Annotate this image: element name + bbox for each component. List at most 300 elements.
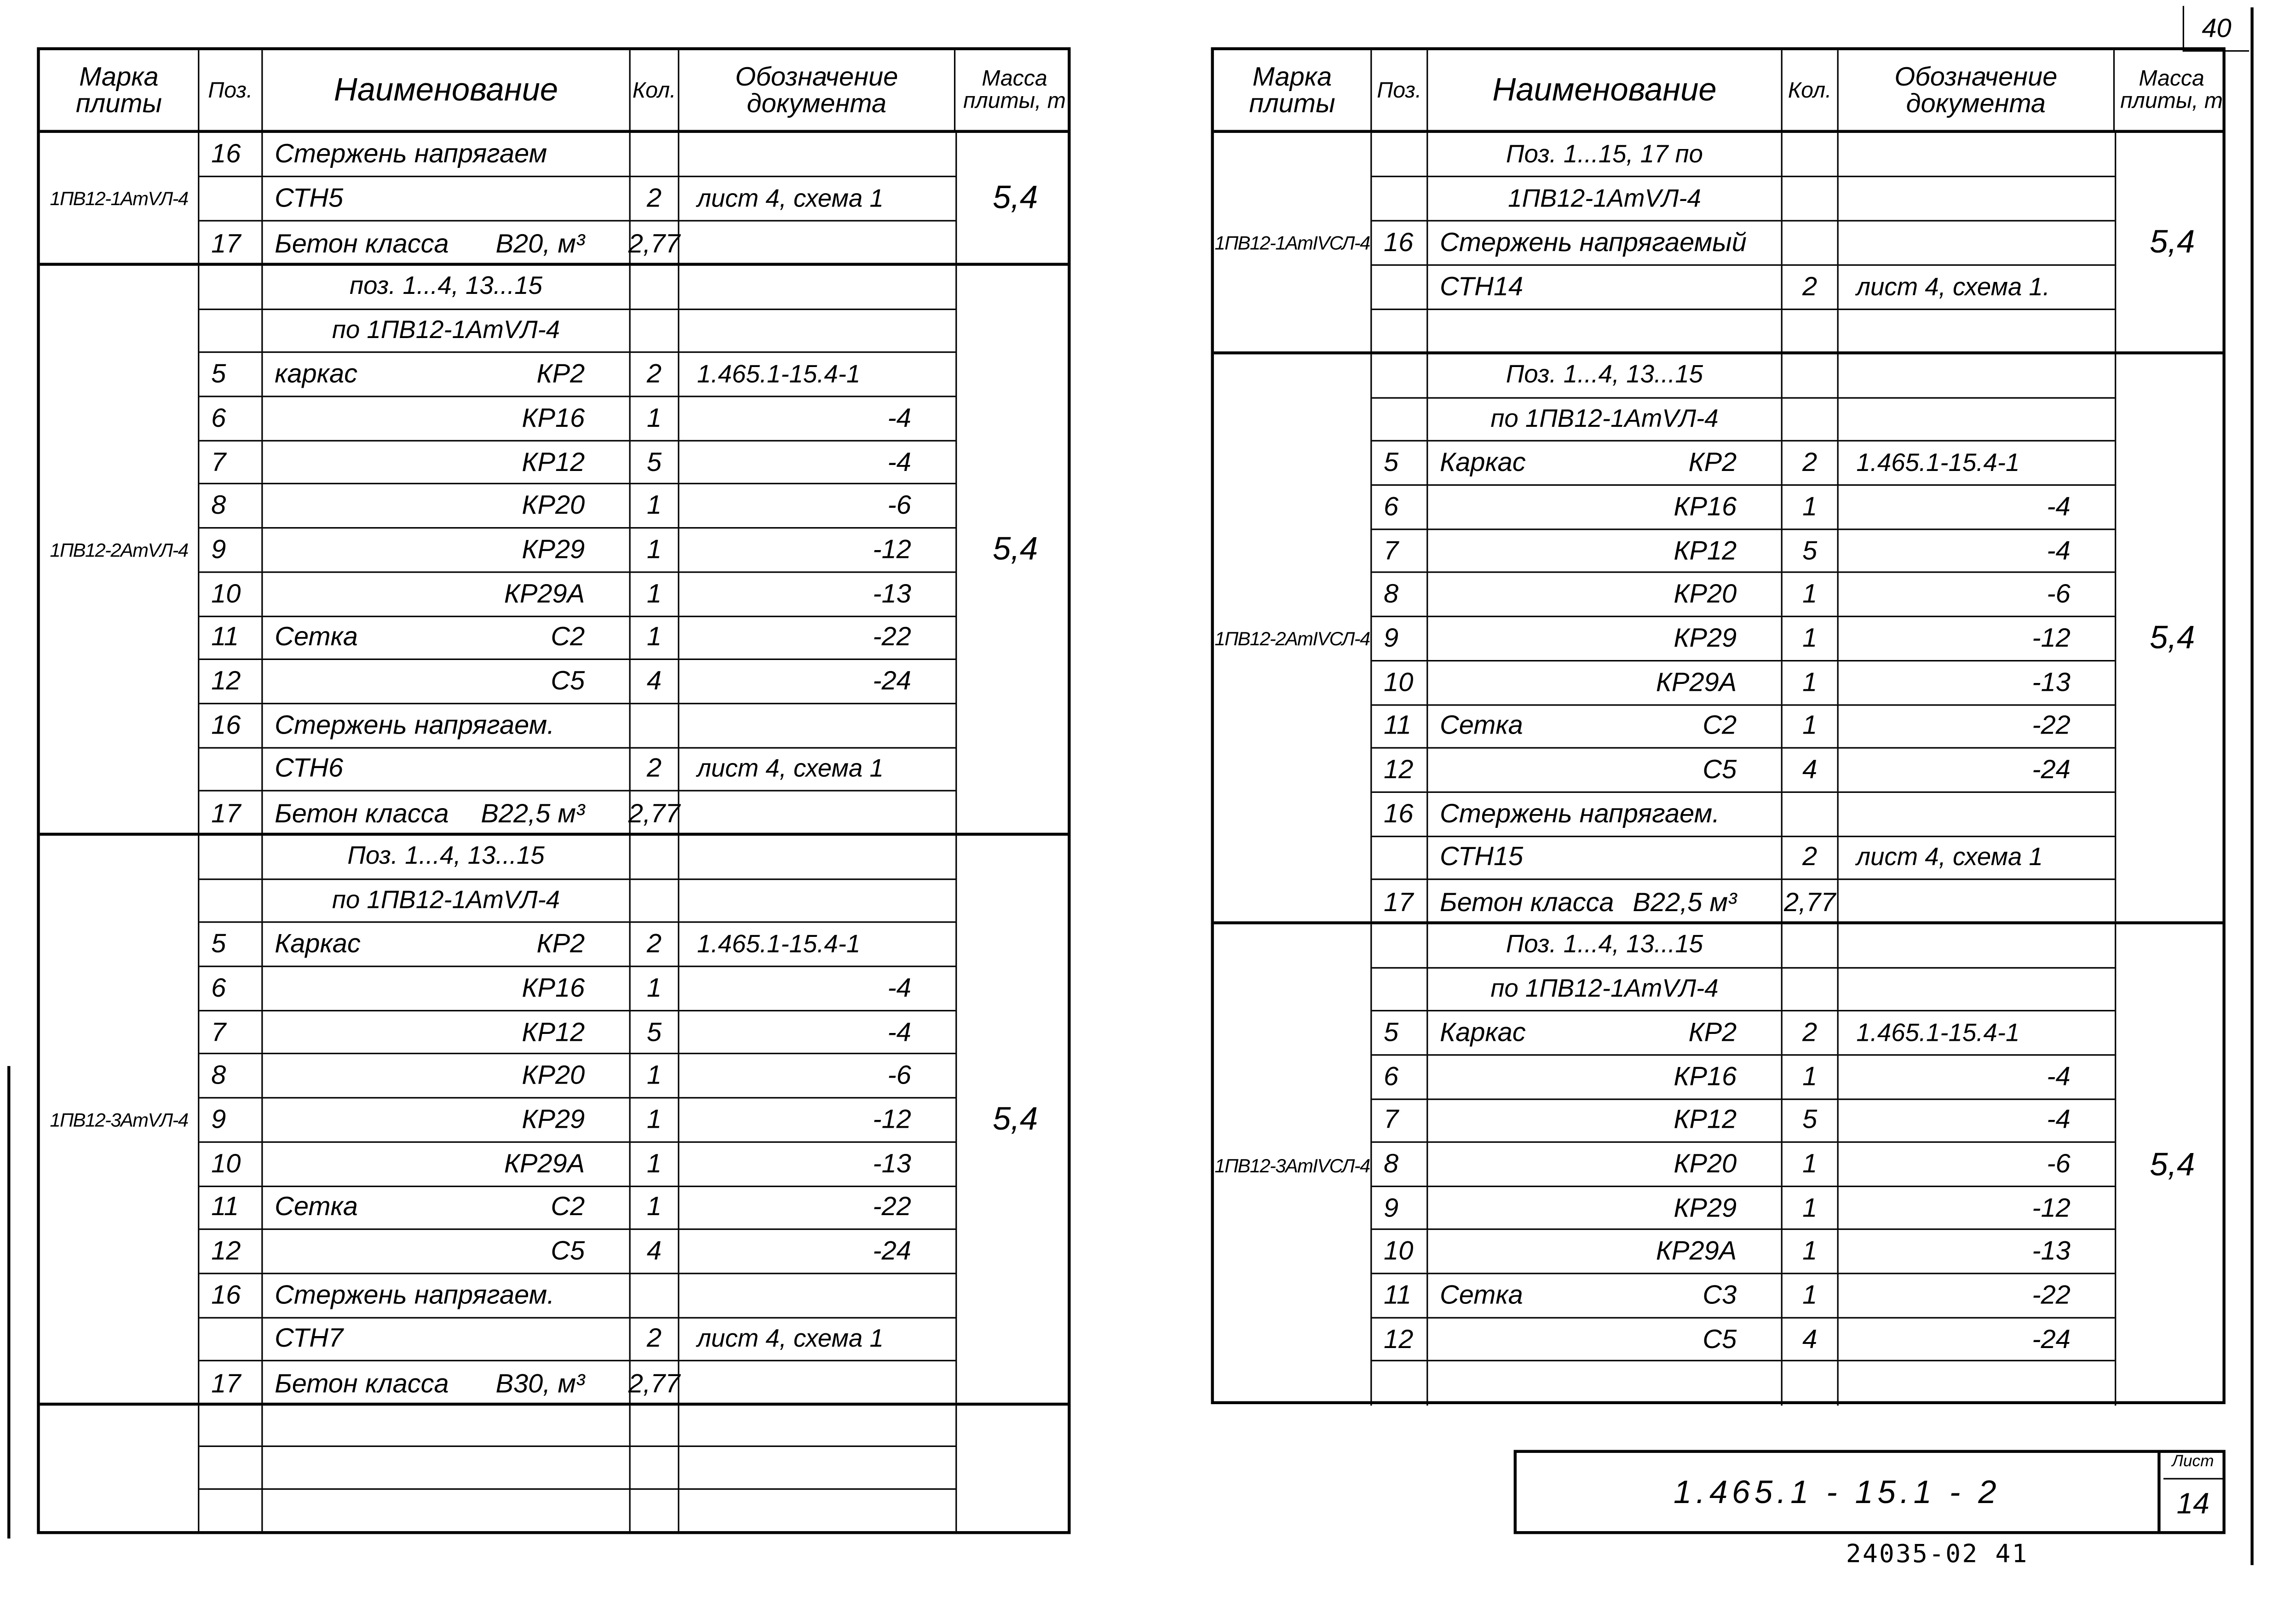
item-name: Стержень напрягаем.	[1440, 798, 1720, 828]
item-mark: КР12	[522, 447, 585, 476]
position-cell: 11	[199, 616, 263, 659]
position-cell	[1372, 398, 1428, 441]
name-cell	[263, 879, 630, 922]
name-cell	[263, 924, 630, 966]
name-cell	[263, 1362, 630, 1406]
position-cell: 10	[199, 1142, 263, 1185]
item-name: по 1ПВ12-1АтVЛ-4	[332, 316, 560, 344]
quantity-cell: 4	[1783, 749, 1839, 791]
name-cell	[1428, 1318, 1782, 1360]
position-cell: 10	[1372, 1231, 1428, 1273]
document-cell	[679, 222, 955, 266]
position-cell: 6	[1372, 486, 1428, 528]
name-cell	[1428, 1231, 1782, 1273]
item-mark: КР16	[1674, 491, 1737, 521]
plate-mass: 5,4	[2115, 924, 2228, 1406]
name-cell	[263, 485, 630, 527]
item-name: СТН7	[275, 1323, 344, 1354]
quantity-cell	[631, 704, 679, 746]
document-cell	[1839, 354, 2115, 396]
quantity-cell: 1	[631, 1187, 679, 1229]
item-mark: С5	[551, 1236, 585, 1266]
name-cell	[1428, 1143, 1782, 1185]
table-row	[1372, 442, 2115, 486]
table-row	[199, 879, 955, 923]
document-cell: -24	[873, 666, 911, 696]
quantity-cell: 2,77	[631, 1362, 679, 1406]
table-row	[199, 836, 955, 879]
item-mark: КР20	[522, 1060, 585, 1090]
table-row	[1372, 749, 2115, 792]
item-mark: С2	[551, 622, 585, 652]
item-mark: КР12	[1674, 535, 1737, 565]
table-row	[199, 310, 955, 353]
table-row	[1372, 968, 2115, 1012]
item-mark: КР29	[1674, 1192, 1737, 1222]
name-cell	[263, 353, 630, 396]
position-cell: 17	[199, 792, 263, 836]
position-cell	[199, 1447, 263, 1488]
table-row	[199, 441, 955, 485]
quantity-cell: 1	[1783, 1056, 1839, 1098]
document-cell: 1.465.1-15.4-1	[697, 360, 861, 388]
table-row	[199, 397, 955, 441]
quantity-cell: 1	[631, 616, 679, 659]
quantity-cell: 2	[1783, 442, 1839, 484]
table-row	[199, 1489, 955, 1531]
name-cell	[263, 1011, 630, 1053]
position-cell: 6	[199, 397, 263, 440]
plate-group	[40, 266, 1068, 836]
plate-mass: 5,4	[955, 836, 1074, 1403]
item-mark: В22,5 м³	[1633, 887, 1737, 917]
table-row	[199, 529, 955, 573]
table-row	[199, 748, 955, 792]
name-cell	[1428, 177, 1782, 220]
item-mark: КР20	[522, 490, 585, 520]
document-cell	[1839, 177, 2115, 220]
item-name: каркас	[275, 359, 357, 389]
document-cell: 1.465.1-15.4-1	[1856, 448, 2020, 477]
table-row	[1372, 661, 2115, 705]
item-mark: КР20	[1674, 1148, 1737, 1178]
position-cell	[1372, 924, 1428, 967]
document-cell: -12	[2032, 623, 2070, 653]
item-mark: В20, м³	[495, 228, 585, 258]
position-cell: 16	[199, 133, 263, 176]
name-cell	[1428, 398, 1782, 441]
item-mark: КР2	[1688, 448, 1737, 477]
table-row	[1372, 354, 2115, 398]
quantity-cell	[631, 1406, 679, 1446]
item-mark: КР16	[522, 973, 585, 1003]
table-row	[199, 485, 955, 528]
document-cell: -13	[873, 1148, 911, 1178]
quantity-cell	[1783, 133, 1839, 176]
item-mark: КР29	[522, 1104, 585, 1134]
table-row	[199, 1318, 955, 1362]
plate-mass: 5,4	[955, 133, 1074, 263]
quantity-cell	[1783, 177, 1839, 220]
position-cell: 8	[1372, 574, 1428, 616]
name-cell	[1428, 968, 1782, 1010]
document-cell	[679, 133, 955, 176]
position-cell	[1372, 177, 1428, 220]
document-cell: лист 4, схема 1	[1856, 843, 2043, 871]
header-pos: Поз.	[199, 50, 263, 130]
quantity-cell	[631, 836, 679, 878]
name-cell	[1428, 222, 1782, 264]
name-cell	[263, 1230, 630, 1273]
header-qty: Кол.	[1783, 50, 1839, 130]
position-cell: 9	[199, 1099, 263, 1141]
document-cell	[679, 1406, 955, 1446]
name-cell	[1428, 1274, 1782, 1317]
quantity-cell: 1	[631, 573, 679, 615]
document-cell: -22	[873, 1192, 911, 1222]
document-cell: -12	[873, 534, 911, 564]
quantity-cell	[1783, 222, 1839, 264]
quantity-cell: 2	[631, 748, 679, 790]
name-cell	[1428, 310, 1782, 354]
document-cell	[679, 1362, 955, 1406]
position-cell: 7	[1372, 530, 1428, 572]
document-cell: -4	[887, 1016, 911, 1046]
document-cell: -4	[2047, 1061, 2070, 1091]
header-name: Наименование	[1428, 50, 1782, 130]
name-cell	[1428, 1012, 1782, 1054]
name-cell	[263, 441, 630, 483]
table-row	[199, 792, 955, 836]
item-name: Бетон класса	[275, 1368, 449, 1398]
position-cell: 8	[199, 1055, 263, 1097]
item-name: Каркас	[1440, 448, 1526, 477]
name-cell	[263, 704, 630, 746]
quantity-cell: 1	[631, 1055, 679, 1097]
name-cell	[263, 748, 630, 790]
position-cell: 6	[1372, 1056, 1428, 1098]
header-qty: Кол.	[631, 50, 679, 130]
position-cell: 6	[199, 967, 263, 1010]
item-name: Сетка	[1440, 711, 1523, 740]
item-mark: КР29	[522, 534, 585, 564]
quantity-cell: 1	[631, 967, 679, 1010]
quantity-cell: 1	[1783, 705, 1839, 747]
document-cell	[1839, 310, 2115, 354]
name-cell	[263, 1447, 630, 1488]
table-row	[199, 133, 955, 177]
document-cell: -4	[887, 973, 911, 1003]
name-cell	[263, 1187, 630, 1229]
item-name: Стержень напрягаемый	[1440, 227, 1747, 257]
item-mark: С3	[1702, 1280, 1737, 1310]
plate-group	[40, 836, 1068, 1406]
document-cell	[679, 879, 955, 922]
item-name: Сетка	[1440, 1280, 1523, 1310]
name-cell	[263, 660, 630, 703]
item-name: Поз. 1...15, 17 по	[1506, 139, 1703, 168]
name-cell	[1428, 486, 1782, 528]
document-cell	[1839, 880, 2115, 924]
table-row	[199, 1055, 955, 1099]
document-cell	[1839, 133, 2115, 176]
position-cell: 8	[1372, 1143, 1428, 1185]
header-name: Наименование	[263, 50, 630, 130]
plate-mark: 1ПВ12-2АтVЛ-4	[40, 266, 200, 833]
name-cell	[1428, 354, 1782, 396]
item-name: Стержень напрягаем.	[275, 710, 555, 740]
table-row	[199, 616, 955, 660]
item-mark: С5	[551, 666, 585, 696]
document-cell: лист 4, схема 1	[697, 184, 884, 212]
item-name: 1ПВ12-1АтVЛ-4	[1508, 184, 1701, 212]
table-row	[1372, 793, 2115, 837]
table-row	[199, 924, 955, 967]
position-cell: 5	[199, 353, 263, 396]
table-row	[199, 704, 955, 748]
plate-mass: 5,4	[2115, 354, 2228, 921]
position-cell	[199, 879, 263, 922]
name-cell	[1428, 880, 1782, 924]
item-name: Поз. 1...4, 13...15	[347, 842, 545, 870]
quantity-cell: 4	[631, 1230, 679, 1273]
archive-number: 24035-02 41	[1846, 1540, 2029, 1570]
table-row	[1372, 177, 2115, 221]
document-cell: лист 4, схема 1.	[1856, 272, 2050, 301]
quantity-cell: 2	[1783, 837, 1839, 879]
table-header	[40, 50, 1068, 133]
position-cell	[1372, 133, 1428, 176]
position-cell	[199, 310, 263, 352]
position-cell: 7	[199, 1011, 263, 1053]
quantity-cell	[1783, 793, 1839, 835]
document-cell	[1839, 222, 2115, 264]
item-mark: КР2	[536, 359, 585, 389]
right-border-line	[2250, 7, 2253, 1565]
quantity-cell: 1	[631, 1142, 679, 1185]
table-row	[1372, 133, 2115, 177]
document-cell: -22	[2032, 711, 2070, 740]
name-cell	[263, 1318, 630, 1360]
page-number: 40	[2183, 6, 2249, 52]
position-cell	[199, 1318, 263, 1360]
quantity-cell	[631, 310, 679, 352]
position-cell	[1372, 354, 1428, 396]
position-cell: 11	[199, 1187, 263, 1229]
quantity-cell: 1	[1783, 661, 1839, 704]
quantity-cell: 1	[631, 1099, 679, 1141]
name-cell	[263, 222, 630, 266]
document-cell: -6	[2047, 1148, 2070, 1178]
quantity-cell: 5	[1783, 530, 1839, 572]
document-cell: 1.465.1-15.4-1	[697, 930, 861, 958]
position-cell	[1372, 837, 1428, 879]
sheet-number: 14	[2176, 1488, 2210, 1521]
position-cell: 7	[199, 441, 263, 483]
name-cell	[1428, 837, 1782, 879]
item-name: по 1ПВ12-1АтVЛ-4	[332, 886, 560, 914]
plate-group	[1214, 924, 2223, 1406]
table-row	[1372, 1318, 2115, 1362]
quantity-cell: 2	[631, 177, 679, 220]
position-cell: 5	[1372, 1012, 1428, 1054]
sheet-label: Лист	[2163, 1453, 2222, 1480]
table-row	[199, 573, 955, 616]
item-name: Стержень напрягаем	[275, 138, 547, 168]
document-cell: -4	[887, 447, 911, 476]
document-cell: -4	[2047, 1105, 2070, 1135]
document-cell: -4	[887, 403, 911, 433]
document-cell: -12	[873, 1104, 911, 1134]
table-row	[1372, 1274, 2115, 1318]
header-doc: Обозначение документа	[679, 50, 955, 130]
item-mark: КР20	[1674, 579, 1737, 609]
quantity-cell: 2,77	[631, 222, 679, 266]
document-cell	[1839, 968, 2115, 1010]
quantity-cell	[1783, 968, 1839, 1010]
document-cell	[679, 1274, 955, 1316]
item-mark: С2	[551, 1192, 585, 1222]
position-cell: 9	[1372, 1187, 1428, 1229]
plate-group	[1214, 354, 2223, 924]
item-mark: КР16	[522, 403, 585, 433]
name-cell	[263, 836, 630, 878]
table-row	[199, 1142, 955, 1186]
document-cell: -24	[873, 1236, 911, 1266]
quantity-cell	[631, 133, 679, 176]
quantity-cell: 2,77	[631, 792, 679, 836]
document-cell	[1839, 398, 2115, 441]
quantity-cell: 1	[1783, 486, 1839, 528]
plate-mark: 1ПВ12-1АтIVСЛ-4	[1214, 133, 1372, 351]
table-row	[1372, 1056, 2115, 1099]
specification-table-right	[1211, 47, 2225, 1404]
name-cell	[1428, 924, 1782, 967]
quantity-cell: 1	[1783, 617, 1839, 660]
document-cell	[679, 1489, 955, 1531]
position-cell: 11	[1372, 1274, 1428, 1317]
table-row	[1372, 222, 2115, 266]
item-name: Бетон класса	[275, 228, 449, 258]
table-row	[1372, 1012, 2115, 1056]
plate-mark: 1ПВ12-3АтIVСЛ-4	[1214, 924, 1372, 1406]
plate-mass	[955, 1406, 1074, 1531]
item-mark: КР12	[1674, 1105, 1737, 1135]
table-row	[1372, 880, 2115, 924]
table-row	[1372, 574, 2115, 617]
table-row	[199, 1187, 955, 1230]
document-cell: -13	[873, 578, 911, 608]
document-code: 1.465.1 - 15.1 - 2	[1517, 1453, 2161, 1531]
document-cell	[679, 792, 955, 836]
position-cell	[1372, 968, 1428, 1010]
item-name: СТН6	[275, 753, 344, 783]
item-mark: КР2	[536, 929, 585, 959]
name-cell	[263, 967, 630, 1010]
position-cell: 8	[199, 485, 263, 527]
name-cell	[1428, 1187, 1782, 1229]
quantity-cell	[631, 266, 679, 308]
position-cell: 7	[1372, 1099, 1428, 1142]
name-cell	[263, 1142, 630, 1185]
document-cell: -13	[2032, 1236, 2070, 1266]
header-mass: Масса плиты, т	[2120, 66, 2223, 114]
quantity-cell: 5	[1783, 1099, 1839, 1142]
table-row	[1372, 1187, 2115, 1230]
position-cell	[199, 748, 263, 790]
position-cell: 10	[1372, 661, 1428, 704]
table-row	[199, 1406, 955, 1447]
item-name: Бетон класса	[275, 798, 449, 828]
quantity-cell: 4	[1783, 1318, 1839, 1360]
position-cell: 16	[199, 704, 263, 746]
plate-group	[1214, 133, 2223, 355]
position-cell: 10	[199, 573, 263, 615]
quantity-cell: 4	[631, 660, 679, 703]
name-cell	[1428, 705, 1782, 747]
name-cell	[1428, 1099, 1782, 1142]
position-cell: 12	[1372, 1318, 1428, 1360]
header-pos: Поз.	[1372, 50, 1428, 130]
table-row	[199, 1362, 955, 1406]
header-mark: Марка плиты	[1214, 50, 1372, 130]
quantity-cell: 5	[631, 1011, 679, 1053]
item-name: Каркас	[275, 929, 361, 959]
item-mark: С5	[1702, 754, 1737, 784]
table-row	[199, 222, 955, 266]
binding-mark	[7, 1066, 10, 1538]
quantity-cell	[631, 1489, 679, 1531]
item-mark: КР12	[522, 1016, 585, 1046]
item-name: Сетка	[275, 1192, 358, 1222]
table-row	[199, 1230, 955, 1274]
name-cell	[263, 1274, 630, 1316]
document-cell: -24	[2032, 754, 2070, 784]
plate-group	[40, 133, 1068, 266]
table-header	[1214, 50, 2223, 133]
quantity-cell	[1783, 398, 1839, 441]
document-cell: -4	[2047, 535, 2070, 565]
position-cell: 9	[199, 529, 263, 571]
document-cell: лист 4, схема 1	[697, 754, 884, 783]
table-row	[199, 266, 955, 310]
name-cell	[263, 397, 630, 440]
name-cell	[1428, 1056, 1782, 1098]
plate-mark: 1ПВ12-1АтVЛ-4	[40, 133, 200, 263]
table-row	[199, 177, 955, 221]
quantity-cell	[1783, 1362, 1839, 1406]
item-mark: В30, м³	[495, 1368, 585, 1398]
document-cell	[679, 836, 955, 878]
name-cell	[1428, 574, 1782, 616]
table-row	[1372, 617, 2115, 661]
quantity-cell: 2	[1783, 1012, 1839, 1054]
quantity-cell: 2	[631, 924, 679, 966]
name-cell	[263, 616, 630, 659]
specification-table-left	[37, 47, 1070, 1534]
table-row	[1372, 924, 2115, 968]
table-row	[1372, 705, 2115, 749]
position-cell: 16	[1372, 222, 1428, 264]
quantity-cell: 1	[1783, 1274, 1839, 1317]
item-mark: КР29А	[1656, 1236, 1737, 1266]
document-cell: лист 4, схема 1	[697, 1324, 884, 1353]
position-cell	[199, 1406, 263, 1446]
document-cell: -6	[887, 490, 911, 520]
quantity-cell: 1	[631, 529, 679, 571]
quantity-cell	[1783, 924, 1839, 967]
document-cell	[1839, 924, 2115, 967]
